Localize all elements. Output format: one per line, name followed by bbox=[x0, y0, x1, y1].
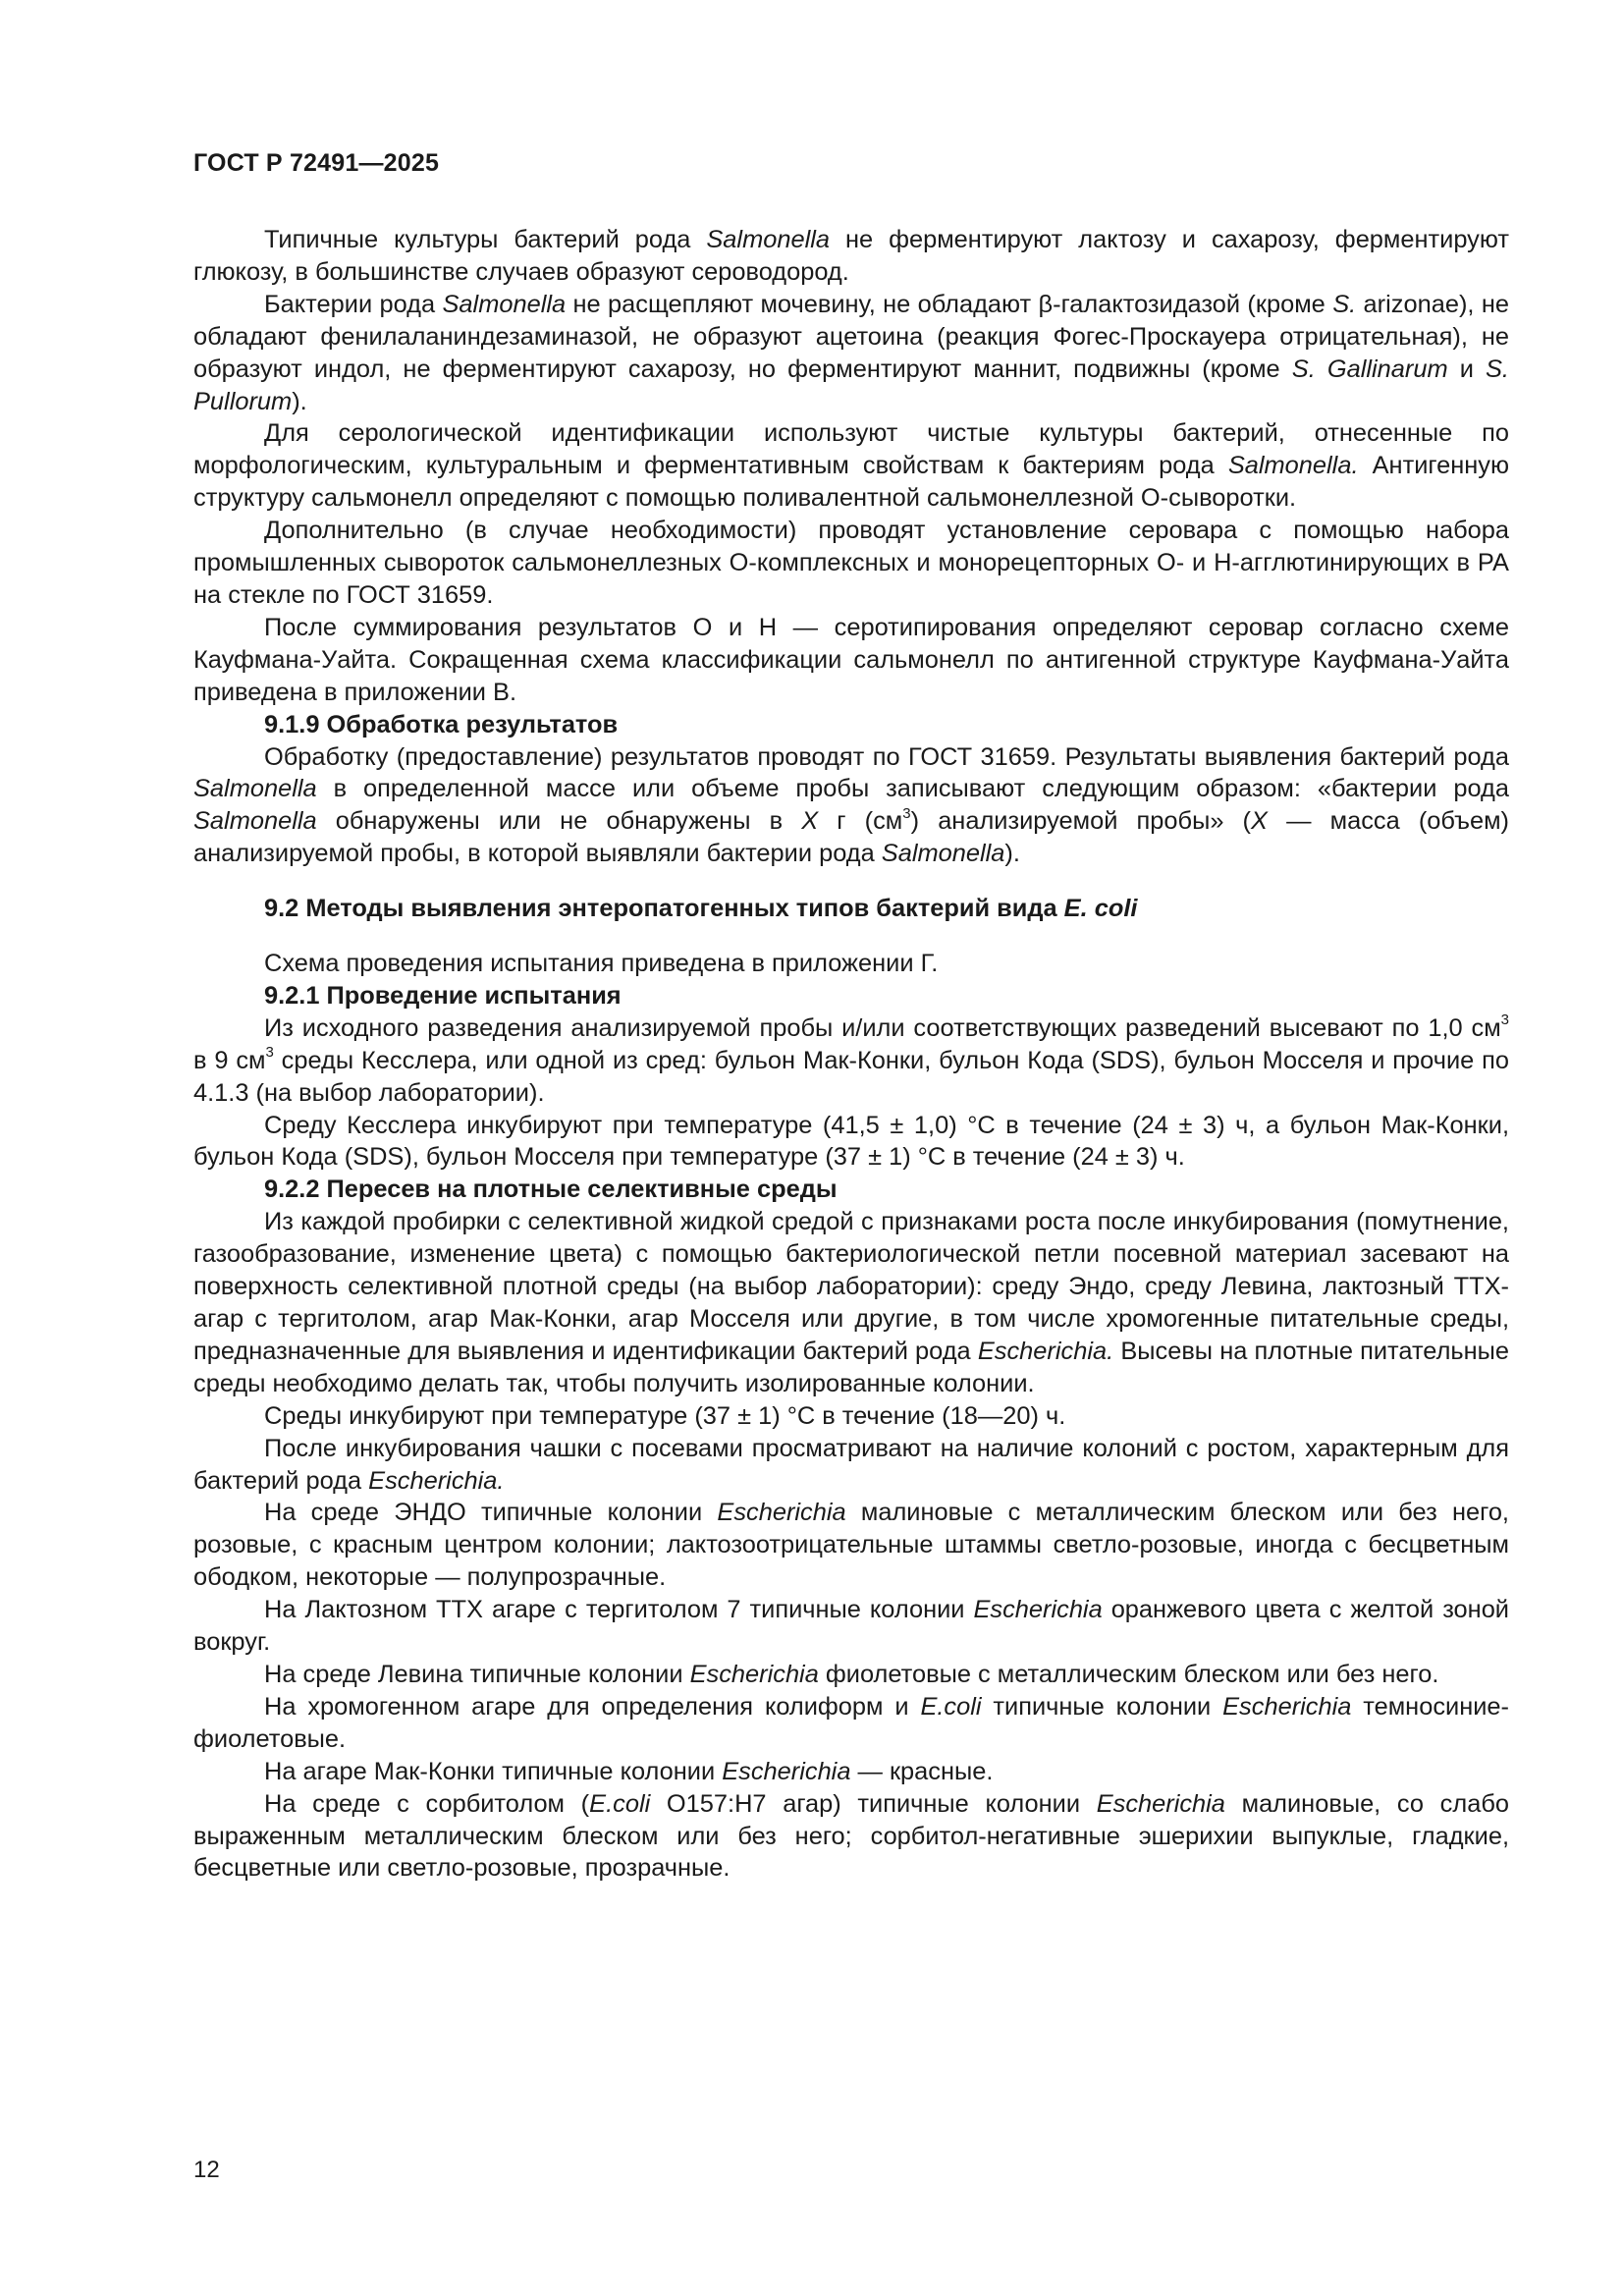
heading-9-2: 9.2 Методы выявления энтеропатогенных типов бактерий вида E. coli bbox=[264, 895, 1138, 923]
paragraph-results-processing: Обработку (предоставление) результатов проводят по ГОСТ 31659. Результаты выявления бактерий рода Salmonella в определенной массе или объеме пробы записывают следующим образом: «бактерии рода Salmonella обнаружены или не обнаружены в X г $(см^3)$ анализируемой пробы» (X — масса (объем) анализируемой пробы, в которой выявляли бактерии рода Salmonella). bbox=[193, 742, 1510, 868]
paragraph-levine-medium: На среде Левина типичные колонии Escherichia фиолетовые с металлическим блеском или без него. bbox=[264, 1660, 1439, 1688]
paragraph-macconkey-agar: На агаре Мак-Конки типичные колонии Escherichia — красные. bbox=[264, 1757, 994, 1785]
paragraph-ttc-agar: На Лактозном ТТХ агаре с тергитолом 7 типичные колонии Escherichia оранжевого цвета с желтой зоной вокруг. bbox=[193, 1596, 1509, 1657]
heading-9-2-1: 9.2.1 Проведение испытания bbox=[264, 981, 622, 1010]
paragraph-test-scheme: Схема проведения испытания приведена в приложении Г. bbox=[264, 950, 939, 978]
paragraph-serovar-determination: Дополнительно (в случае необходимости) проводят установление серовара с помощью набора промышленных сывороток сальмонеллезных О-комплексных и монорецепторных О- и Н-агглютинирующих в РА на стекле по ГОСТ 31659. bbox=[193, 517, 1509, 609]
document-header: ГОСТ Р 72491—2025 bbox=[193, 149, 440, 177]
document-body bbox=[193, 224, 1509, 1885]
heading-9-1-9: 9.1.9 Обработка результатов bbox=[264, 710, 619, 738]
paragraph-sorbitol-medium: На среде с сорбитолом (E.coli О157:Н7 агар) типичные колонии Escherichia малиновые, со слабо выраженным металлическим блеском или без него; сорбитол-негативные эшерихии выпуклые, гладкие, бесцветные или светло-розовые, прозрачные. bbox=[193, 1789, 1509, 1883]
paragraph-subculture: Из каждой пробирки с селективной жидкой средой с признаками роста после инкубирования (помутнение, газообразование, изменение цвета) с помощью бактериологической петли посевной материал засевают на поверхность селективной плотной среды (на выбор лаборатории): среду Эндо, среду Левина, лактозный ТТХ-агар с тергитолом, агар Мак-Конки, агар Мосселя или другие, в том числе хромогенные питательные среды, предназначенные для выявления и идентификации бактерий рода Escherichia. Высевы на плотные питательные среды необходимо делать так, чтобы получить изолированные колонии. bbox=[193, 1208, 1510, 1397]
heading-9-2-2: 9.2.2 Пересев на плотные селективные среды bbox=[264, 1175, 838, 1204]
paragraph-salmonella-fermentation: Типичные культуры бактерий рода Salmonella не ферментируют лактозу и сахарозу, ферментируют глюкозу, в большинстве случаев образуют сероводород. bbox=[193, 226, 1509, 286]
paragraph-chromogenic-agar: На хромогенном агаре для определения колиформ и E.coli типичные колонии Escherichia темносиние-фиолетовые. bbox=[193, 1692, 1509, 1753]
page-number: 12 bbox=[193, 2157, 220, 2183]
paragraph-incubation-kessler: Среду Кесслера инкубируют при температуре (41,5 ± 1,0) °С в течение (24 ± 3) ч, а бульон Мак-Конки, бульон Кода (SDS), бульон Мосселя при температуре (37 ± 1) °С в течение (24 ± 3) ч. bbox=[193, 1111, 1509, 1172]
paragraph-serological-identification: Для серологической идентификации используют чистые культуры бактерий, отнесенные по морфологическим, культуральным и ферментативным свойствам к бактериям рода Salmonella. Антигенную структуру сальмонелл определяют с помощью поливалентной сальмонеллезной О-сыворотки. bbox=[193, 419, 1509, 513]
paragraph-endo-medium: На среде ЭНДО типичные колонии Escherichia малиновые с металлическим блеском или без него, розовые, с красным центром колонии; лактозоотрицательные штаммы светло-розовые, иногда с бесцветным ободком, некоторые — полупрозрачные. bbox=[193, 1499, 1509, 1592]
paragraph-incubation-plates: Среды инкубируют при температуре (37 ± 1) °С в течение (18—20) ч. bbox=[264, 1401, 1066, 1430]
paragraph-kauffmann-white: После суммирования результатов О и Н — серотипирования определяют серовар согласно схеме Кауфмана-Уайта. Сокращенная схема классификации сальмонелл по антигенной структуре Кауфмана-Уайта приведена в приложении В. bbox=[193, 613, 1509, 706]
paragraph-inoculation: Из исходного разведения анализируемой пробы и/или соответствующих разведений высевают по 1,0 $см^3$ в 9 $см^3$ среды Кесслера, или одной из сред: бульон Мак-Конки, бульон Кода (SDS), бульон Мосселя и прочие по 4.1.3 (на выбор лаборатории). bbox=[193, 1011, 1509, 1107]
paragraph-salmonella-biochemistry: Бактерии рода Salmonella не расщепляют мочевину, не обладают β-галактозидазой (кроме S. arizonae), не обладают фенилаланиндезаминазой, не образуют ацетоина (реакция Фогес-Проскауера отрицательная), не образуют индол, не ферментируют сахарозу, но ферментируют маннит, подвижны (кроме S. Gallinarum и S. Pullorum). bbox=[193, 290, 1509, 415]
paragraph-plate-inspection: После инкубирования чашки с посевами просматривают на наличие колоний с ростом, характерным для бактерий рода Escherichia. bbox=[193, 1434, 1509, 1495]
